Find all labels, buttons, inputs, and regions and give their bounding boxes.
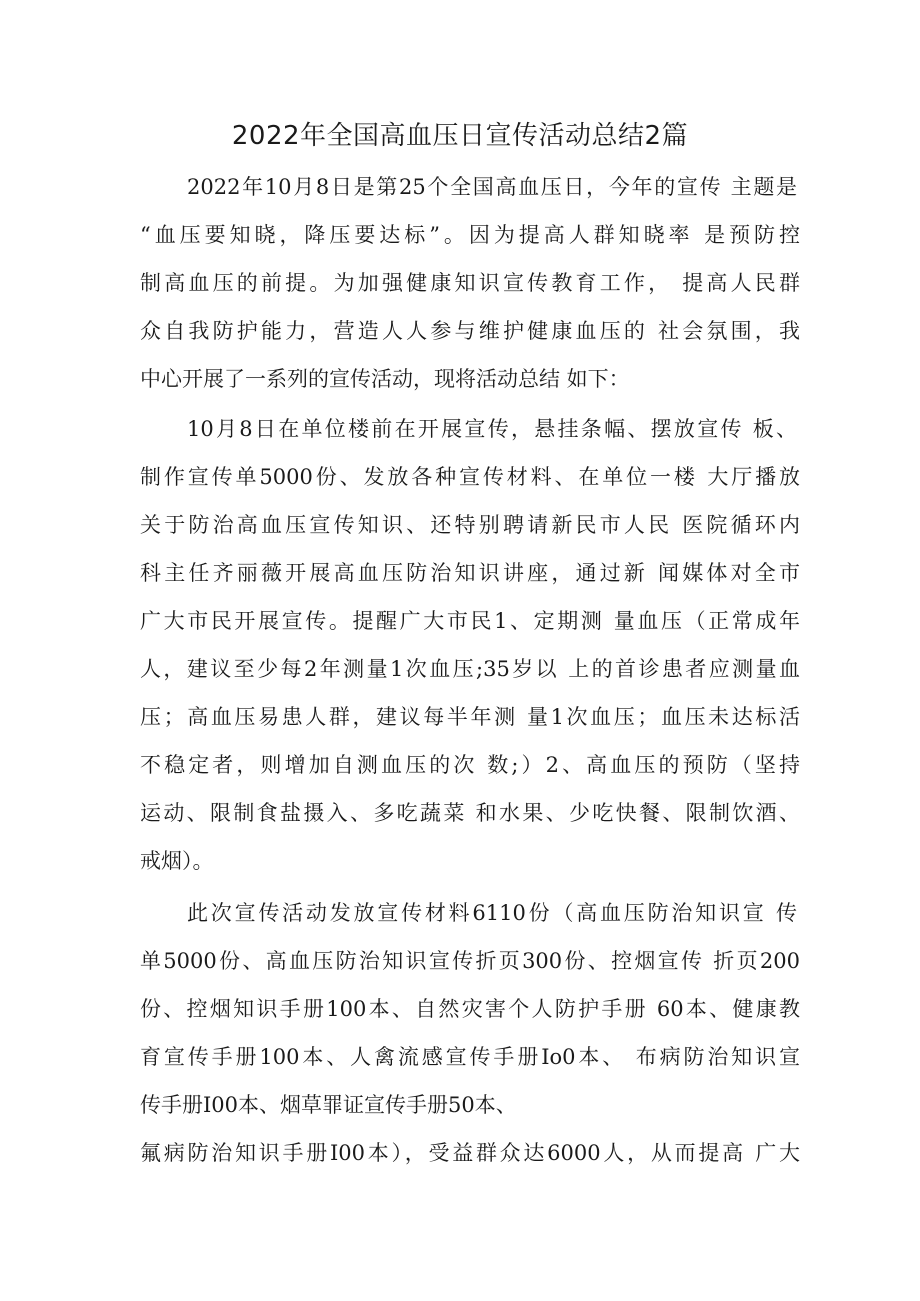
paragraph-line: 不稳定者，则增加自测血压的次 数;）2、高血压的预防（坚持 (140, 753, 800, 777)
paragraph-line: 单5000份、高血压防治知识宣传折页300份、控烟宣传 折页200 (140, 949, 800, 973)
paragraph-line: 氟病防治知识手册I00本），受益群众达6000人，从而提高 广大 (140, 1141, 800, 1165)
paragraph-line: 关于防治高血压宣传知识、还特别聘请新民市人民 医院循环内 (140, 513, 800, 537)
paragraph-line: 制作宣传单5000份、发放各种宣传材料、在单位一楼 大厅播放 (140, 465, 800, 489)
paragraph-line: 制高血压的前提。为加强健康知识宣传教育工作， 提高人民群 (140, 271, 800, 295)
paragraph-line: 育宣传手册100本、人禽流感宣传手册Io0本、 布病防治知识宣 (140, 1045, 800, 1069)
paragraph-line: 人，建议至少每2年测量1次血压;35岁以 上的首诊患者应测量血 (140, 657, 800, 681)
paragraph-line: 此次宣传活动发放宣传材料6110份（高血压防治知识宣 传 (187, 901, 797, 925)
paragraph-line: 压；高血压易患人群，建议每半年测 量1次血压；血压未达标活 (140, 705, 800, 729)
document-title: 2022年全国高血压日宣传活动总结2篇 (231, 121, 689, 151)
paragraph-line: 2022年10月8日是第25个全国高血压日，今年的宣传 主题是 (187, 175, 797, 199)
paragraph-line: 运动、限制食盐摄入、多吃蔬菜 和水果、少吃快餐、限制饮酒、 (140, 801, 800, 825)
paragraph-line: 中心开展了一系列的宣传活动，现将活动总结 如下： (140, 367, 630, 391)
paragraph-line: 广大市民开展宣传。提醒广大市民1、定期测 量血压（正常成年 (140, 609, 800, 633)
paragraph-line: 众自我防护能力，营造人人参与维护健康血压的 社会氛围，我 (140, 319, 800, 343)
paragraph-line: 份、控烟知识手册100本、自然灾害个人防护手册 60本、健康教 (140, 997, 800, 1021)
paragraph-line: 10月8日在单位楼前在开展宣传，悬挂条幅、摆放宣传 板、 (187, 417, 797, 441)
paragraph-line: 戒烟）。 (140, 849, 214, 873)
paragraph-line: 传手册I00本、烟草罪证宣传手册50本、 (140, 1093, 517, 1117)
paragraph-line: “血压要知晓，降压要达标”。因为提高人群知晓率 是预防控 (140, 223, 800, 247)
paragraph-line: 科主任齐丽薇开展高血压防治知识讲座，通过新 闻媒体对全市 (140, 561, 800, 585)
